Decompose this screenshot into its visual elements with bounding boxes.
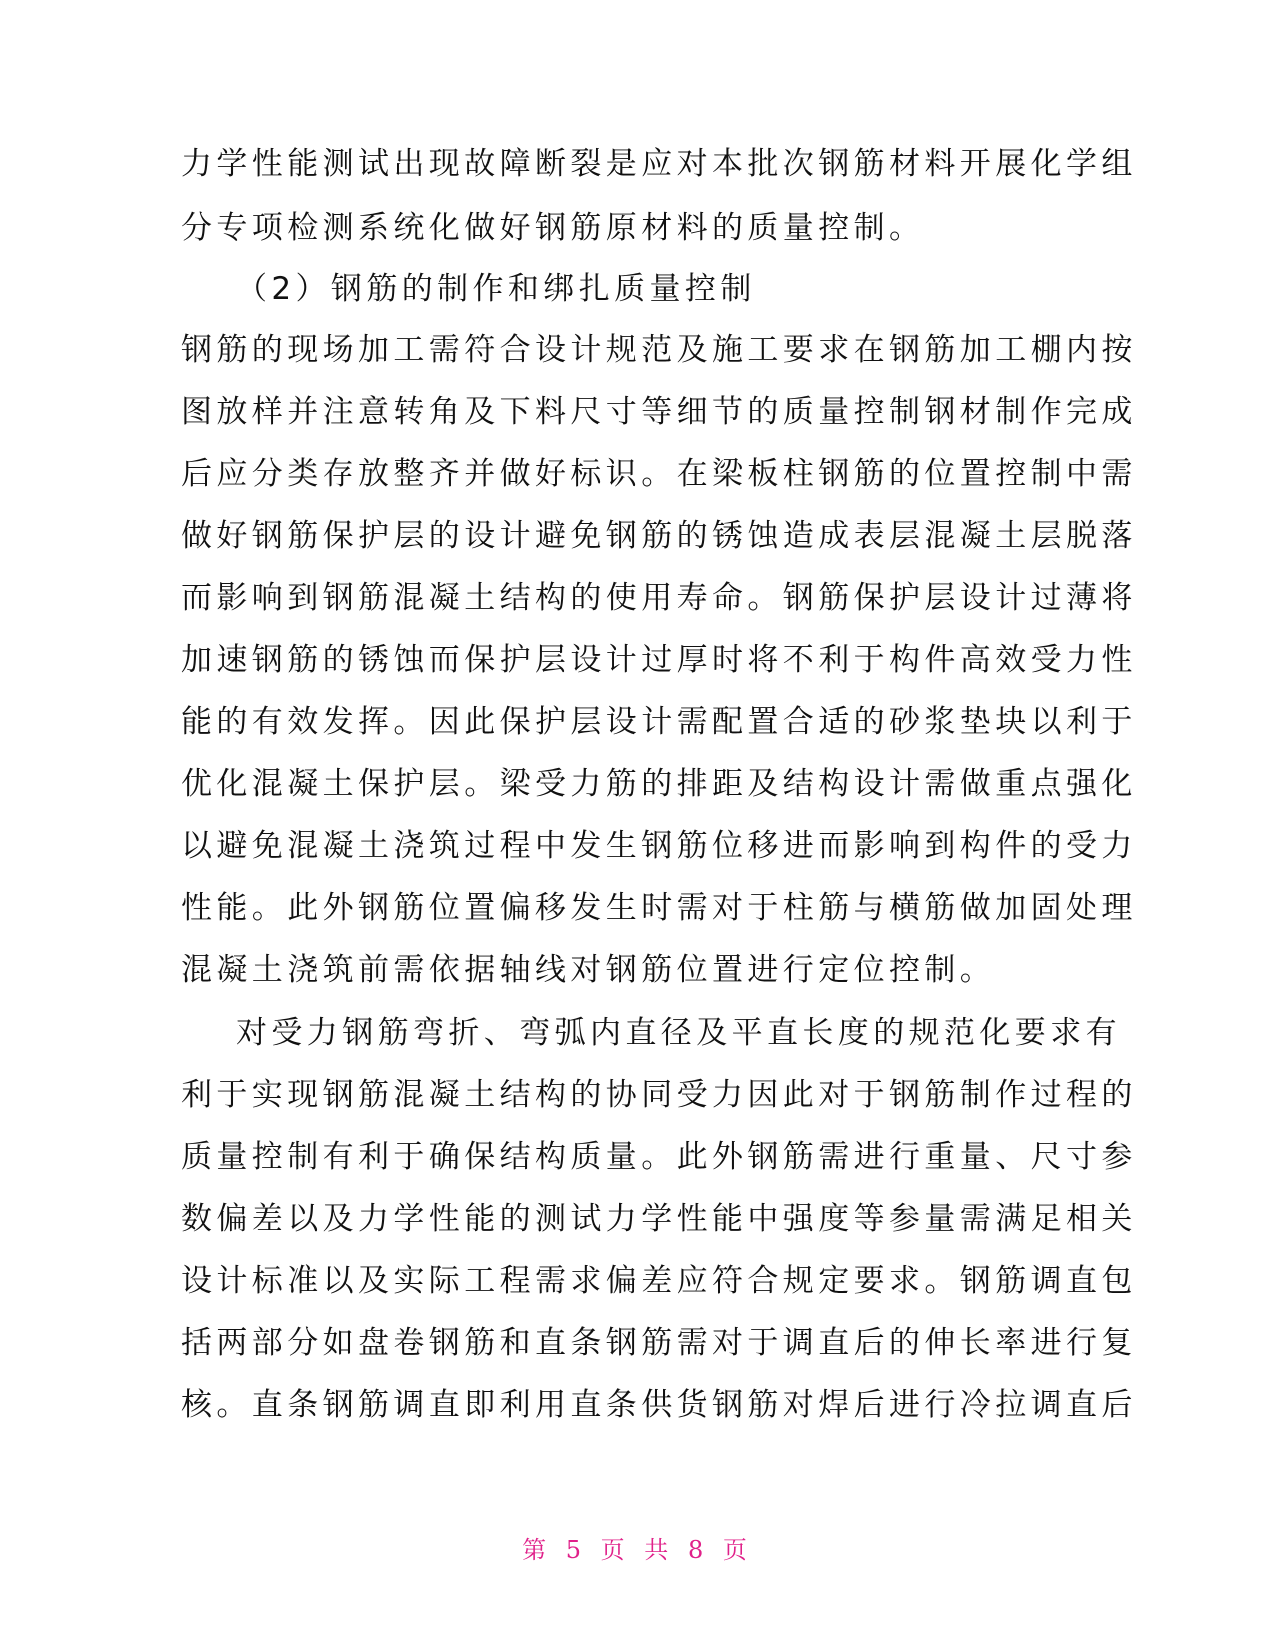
text-line: 以避免混凝土浇筑过程中发生钢筋位移进而影响到构件的受力 <box>181 828 1137 864</box>
text-line: 做好钢筋保护层的设计避免钢筋的锈蚀造成表层混凝土层脱落 <box>181 518 1137 554</box>
text-line: 力学性能测试出现故障断裂是应对本批次钢筋材料开展化学组 <box>181 146 1137 182</box>
text-line: 加速钢筋的锈蚀而保护层设计过厚时将不利于构件高效受力性 <box>181 642 1137 678</box>
text-line: 后应分类存放整齐并做好标识。在梁板柱钢筋的位置控制中需 <box>181 456 1137 492</box>
text-line: 括两部分如盘卷钢筋和直条钢筋需对于调直后的伸长率进行复 <box>181 1325 1137 1361</box>
paragraph-first-line: 对受力钢筋弯折、弯弧内直径及平直长度的规范化要求有 <box>236 1015 1121 1051</box>
text-line: 质量控制有利于确保结构质量。此外钢筋需进行重量、尺寸参 <box>181 1139 1137 1175</box>
text-line: 利于实现钢筋混凝土结构的协同受力因此对于钢筋制作过程的 <box>181 1077 1137 1113</box>
text-line: 优化混凝土保护层。梁受力筋的排距及结构设计需做重点强化 <box>181 766 1137 802</box>
text-line: 而影响到钢筋混凝土结构的使用寿命。钢筋保护层设计过薄将 <box>181 580 1137 616</box>
text-line: 分专项检测系统化做好钢筋原材料的质量控制。 <box>181 210 925 246</box>
text-line: 图放样并注意转角及下料尺寸等细节的质量控制钢材制作完成 <box>181 394 1137 430</box>
text-line: 能的有效发挥。因此保护层设计需配置合适的砂浆垫块以利于 <box>181 704 1137 740</box>
text-line: 钢筋的现场加工需符合设计规范及施工要求在钢筋加工棚内按 <box>181 332 1137 368</box>
page-number-footer: 第 5 页 共 8 页 <box>522 1536 753 1564</box>
text-line: 性能。此外钢筋位置偏移发生时需对于柱筋与横筋做加固处理 <box>181 890 1137 926</box>
text-line: 核。直条钢筋调直即利用直条供货钢筋对焊后进行冷拉调直后 <box>181 1387 1137 1423</box>
section-heading: （2）钢筋的制作和绑扎质量控制 <box>236 271 756 307</box>
text-line: 混凝土浇筑前需依据轴线对钢筋位置进行定位控制。 <box>181 952 996 988</box>
text-line: 设计标准以及实际工程需求偏差应符合规定要求。钢筋调直包 <box>181 1263 1137 1299</box>
text-line: 数偏差以及力学性能的测试力学性能中强度等参量需满足相关 <box>181 1201 1137 1237</box>
